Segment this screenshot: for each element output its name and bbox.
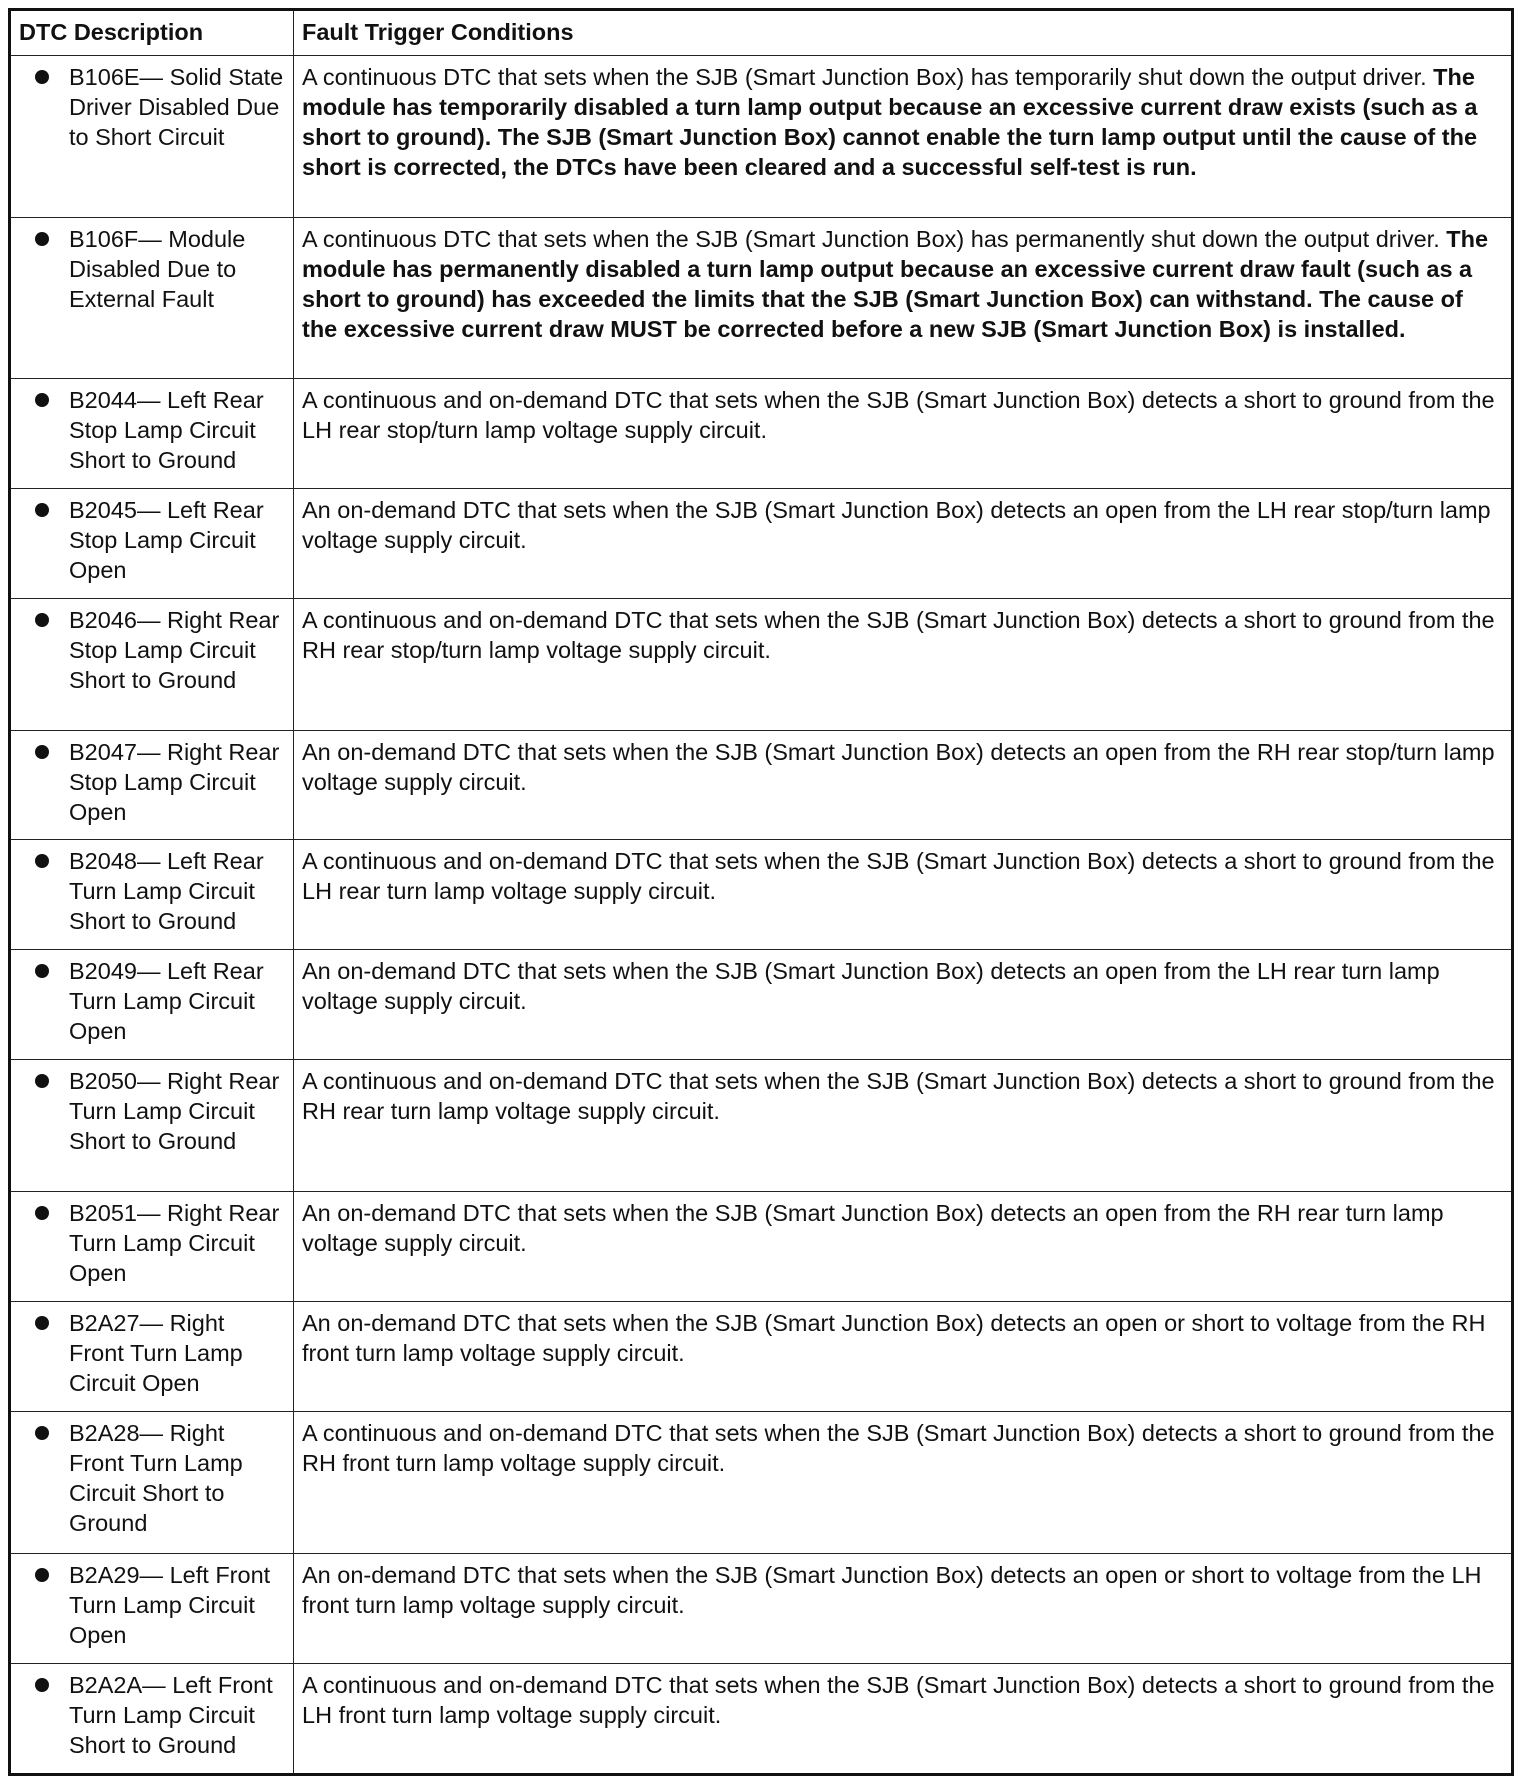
fault-trigger-cell — [294, 730, 1513, 840]
dtc-description-wrap — [19, 846, 285, 936]
dtc-description-cell — [10, 840, 294, 950]
dtc-description-cell — [10, 730, 294, 840]
dtc-description-cell — [10, 1301, 294, 1411]
bullet-icon — [35, 1678, 49, 1692]
fault-trigger-condition-emphasis: The module has permanently disabled a turn lamp output because an excessive current draw fault (such as a short to ground) has exceeded the limits that the SJB (Smart Junction Box) can withstand. The cause of the excessive current draw MUST be corrected before a new SJB (Smart Junction Box) is installed. — [302, 226, 1489, 343]
dtc-description: B2A28— Right Front Turn Lamp Circuit Short to Ground — [69, 1419, 243, 1536]
table-row — [10, 379, 1513, 489]
dtc-description-cell — [10, 1663, 294, 1774]
dtc-description-cell — [10, 1554, 294, 1664]
dtc-description-wrap — [19, 1066, 285, 1156]
dtc-description-wrap — [19, 385, 285, 475]
fault-trigger-cell — [294, 1411, 1513, 1554]
dtc-description-wrap — [19, 62, 285, 152]
dtc-description: B2A2A— Left Front Turn Lamp Circuit Short to Ground — [69, 1671, 273, 1758]
fault-trigger-condition: An on-demand DTC that sets when the SJB (Smart Junction Box) detects an open or short to voltage from the LH front turn lamp voltage supply circuit. — [302, 1562, 1482, 1619]
fault-trigger-cell — [294, 1554, 1513, 1664]
dtc-description-wrap — [19, 224, 285, 314]
fault-trigger-condition: A continuous DTC that sets when the SJB (Smart Junction Box) has permanently shut down the output driver. — [302, 226, 1447, 253]
dtc-description: B2046— Right Rear Stop Lamp Circuit Short to Ground — [69, 606, 280, 693]
fault-trigger-cell — [294, 598, 1513, 730]
dtc-description: B2045— Left Rear Stop Lamp Circuit Open — [69, 496, 264, 583]
bullet-icon — [35, 964, 49, 978]
table-row — [10, 598, 1513, 730]
table-row — [10, 1060, 1513, 1192]
dtc-description: B106F— Module Disabled Due to External Fault — [69, 226, 246, 313]
dtc-description: B2048— Left Rear Turn Lamp Circuit Short to Ground — [69, 848, 264, 935]
dtc-description: B2A27— Right Front Turn Lamp Circuit Open — [69, 1309, 243, 1396]
dtc-description-wrap — [19, 495, 285, 585]
fault-trigger-condition: A continuous and on-demand DTC that sets when the SJB (Smart Junction Box) detects a short to ground from the LH rear stop/turn lamp voltage supply circuit. — [302, 387, 1495, 444]
fault-trigger-cell — [294, 1191, 1513, 1301]
dtc-description-wrap — [19, 605, 285, 695]
bullet-icon — [35, 232, 49, 246]
table-row — [10, 1301, 1513, 1411]
dtc-description-wrap — [19, 1198, 285, 1288]
dtc-description-wrap — [19, 1308, 285, 1398]
fault-trigger-cell — [294, 1060, 1513, 1192]
fault-trigger-cell — [294, 950, 1513, 1060]
fault-trigger-condition: An on-demand DTC that sets when the SJB (Smart Junction Box) detects an open from the RH rear turn lamp voltage supply circuit. — [302, 1199, 1444, 1256]
table-row — [10, 56, 1513, 218]
bullet-icon — [35, 1074, 49, 1088]
dtc-description-wrap — [19, 1670, 285, 1760]
table-body — [10, 56, 1513, 1775]
fault-trigger-condition: An on-demand DTC that sets when the SJB (Smart Junction Box) detects an open from the LH rear stop/turn lamp voltage supply circuit. — [302, 496, 1491, 553]
table-row — [10, 488, 1513, 598]
dtc-description-wrap — [19, 956, 285, 1046]
fault-trigger-cell — [294, 1663, 1513, 1774]
fault-trigger-condition: A continuous and on-demand DTC that sets when the SJB (Smart Junction Box) detects a short to ground from the LH front turn lamp voltage supply circuit. — [302, 1671, 1495, 1728]
fault-trigger-cell — [294, 56, 1513, 218]
fault-trigger-condition: A continuous and on-demand DTC that sets when the SJB (Smart Junction Box) detects a short to ground from the RH front turn lamp voltage supply circuit. — [302, 1419, 1495, 1476]
fault-trigger-condition: A continuous and on-demand DTC that sets when the SJB (Smart Junction Box) detects a short to ground from the LH rear turn lamp voltage supply circuit. — [302, 848, 1495, 905]
header-dtc-description: DTC Description — [10, 10, 294, 56]
fault-trigger-condition: An on-demand DTC that sets when the SJB (Smart Junction Box) detects an open from the RH rear stop/turn lamp voltage supply circuit. — [302, 738, 1495, 795]
fault-trigger-cell — [294, 218, 1513, 379]
bullet-icon — [35, 70, 49, 84]
table-header-row — [10, 10, 1513, 56]
dtc-description-cell — [10, 1411, 294, 1554]
table-row — [10, 1191, 1513, 1301]
dtc-description-wrap — [19, 1560, 285, 1650]
fault-trigger-condition: A continuous and on-demand DTC that sets when the SJB (Smart Junction Box) detects a short to ground from the RH rear stop/turn lamp voltage supply circuit. — [302, 606, 1495, 663]
bullet-icon — [35, 503, 49, 517]
dtc-description: B2050— Right Rear Turn Lamp Circuit Short to Ground — [69, 1068, 280, 1155]
dtc-description-cell — [10, 218, 294, 379]
table-row — [10, 730, 1513, 840]
bullet-icon — [35, 1316, 49, 1330]
bullet-icon — [35, 1206, 49, 1220]
fault-trigger-condition: A continuous DTC that sets when the SJB (Smart Junction Box) has temporarily shut down the output driver. — [302, 64, 1434, 90]
bullet-icon — [35, 854, 49, 868]
fault-trigger-condition-emphasis: The module has temporarily disabled a turn lamp output because an excessive current draw exists (such as a short to ground). The SJB (Smart Junction Box) cannot enable the turn lamp output until the cause of the short is corrected, the DTCs have been cleared and a successful self-test is run. — [302, 64, 1478, 180]
bullet-icon — [35, 1568, 49, 1582]
dtc-description-cell — [10, 1191, 294, 1301]
dtc-table — [8, 8, 1514, 1776]
fault-trigger-cell — [294, 840, 1513, 950]
fault-trigger-condition: An on-demand DTC that sets when the SJB (Smart Junction Box) detects an open from the LH rear turn lamp voltage supply circuit. — [302, 958, 1440, 1015]
fault-trigger-cell — [294, 1301, 1513, 1411]
bullet-icon — [35, 613, 49, 627]
table-row — [10, 840, 1513, 950]
header-fault-trigger-conditions: Fault Trigger Conditions — [294, 10, 1513, 56]
bullet-icon — [35, 1426, 49, 1440]
fault-trigger-cell — [294, 488, 1513, 598]
bullet-icon — [35, 745, 49, 759]
dtc-description: B2051— Right Rear Turn Lamp Circuit Open — [69, 1199, 280, 1286]
dtc-description-cell — [10, 488, 294, 598]
table-row — [10, 1411, 1513, 1554]
fault-trigger-condition: An on-demand DTC that sets when the SJB (Smart Junction Box) detects an open or short to voltage from the RH front turn lamp voltage supply circuit. — [302, 1309, 1486, 1366]
table-row — [10, 1663, 1513, 1774]
dtc-description: B2047— Right Rear Stop Lamp Circuit Open — [69, 738, 280, 825]
dtc-description-cell — [10, 1060, 294, 1192]
dtc-description-wrap — [19, 737, 285, 827]
dtc-description: B106E— Solid State Driver Disabled Due to Short Circuit — [69, 64, 284, 150]
dtc-description-cell — [10, 598, 294, 730]
fault-trigger-cell — [294, 379, 1513, 489]
dtc-description: B2044— Left Rear Stop Lamp Circuit Short to Ground — [69, 387, 264, 474]
dtc-description-cell — [10, 950, 294, 1060]
dtc-description-cell — [10, 379, 294, 489]
table-row — [10, 1554, 1513, 1664]
dtc-description-wrap — [19, 1418, 285, 1538]
dtc-description: B2049— Left Rear Turn Lamp Circuit Open — [69, 958, 264, 1045]
bullet-icon — [35, 393, 49, 407]
table-row — [10, 218, 1513, 379]
table-row — [10, 950, 1513, 1060]
dtc-description-cell — [10, 56, 294, 218]
fault-trigger-condition: A continuous and on-demand DTC that sets when the SJB (Smart Junction Box) detects a short to ground from the RH rear turn lamp voltage supply circuit. — [302, 1068, 1495, 1125]
dtc-description: B2A29— Left Front Turn Lamp Circuit Open — [69, 1562, 271, 1649]
